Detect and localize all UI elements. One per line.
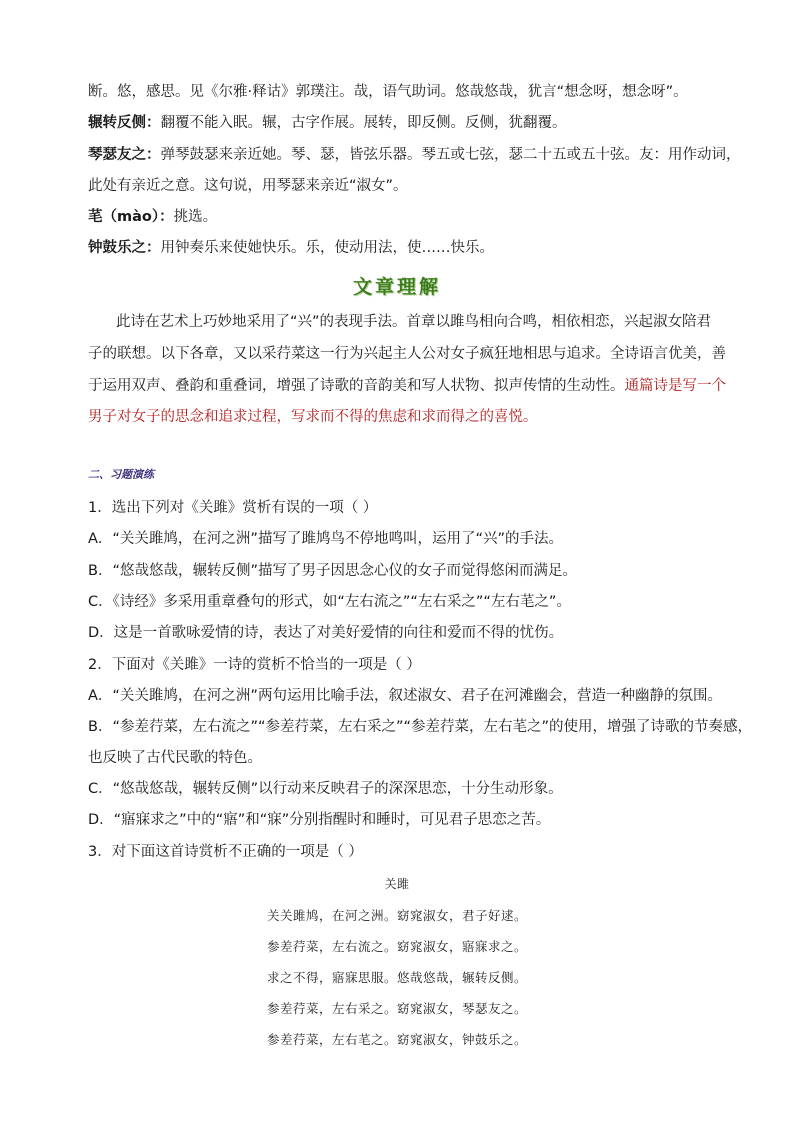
exercise-heading: 二、习题演练 [88,468,154,481]
option-a: A．“关关雎鸠，在河之洲”两句运用比喻手法，叙述淑女、君子在河滩幽会，营造一种幽静的氛围。 [88,688,722,704]
poem-line: 参差荇菜，左右芼之。窈窕淑女，钟鼓乐之。 [266,1032,527,1047]
option-a: A．“关关雎鸠，在河之洲”描写了雎鸠鸟不停地鸣叫，运用了“兴”的手法。 [88,531,563,547]
option-c: C．“悠哉悠哉，辗转反侧”以行动来反映君子的深深思恋，十分生动形象。 [88,781,563,797]
note-line: 断。悠，感思。见《尔雅·释诂》郭璞注。哉，语气助词。悠哉悠哉，犹言“想念呀，想念呀”。 [88,84,688,100]
poem-line: 参差荇菜，左右采之。窈窕淑女，琴瑟友之。 [266,1001,527,1016]
highlight-text: 通篇诗是写一个 [624,378,726,394]
paragraph-line [88,376,726,396]
note-text: 翻覆不能入眠。辗，古字作展。展转，即反侧。反侧，犹翻覆。 [160,115,567,131]
option-c: C．《诗经》多采用重章叠句的形式，如“左右流之”“左右采之”“左右芼之”。 [88,594,571,610]
note-term: 芼（mào）： [88,209,174,225]
paragraph-line: 子的联想。以下各章，又以采荇菜这一行为兴起主人公对女子疯狂地相思与追求。全诗语言优美，善 [88,346,726,362]
note-zhonggu [88,238,494,258]
paragraph-text: 于运用双声、叠韵和重叠词，增强了诗歌的音韵美和写人状物、拟声传情的生动性。 [88,378,625,394]
poem-line: 参差荇菜，左右流之。窈窕淑女，寤寐求之。 [266,939,527,954]
poem-title: 关雎 [384,877,410,891]
note-mao [88,207,217,227]
note-term: 钟鼓乐之： [88,240,161,256]
note-zhuanzhuan [88,113,567,133]
poem-line: 求之不得，寤寐思服。悠哉悠哉，辗转反侧。 [266,970,527,985]
note-text: 挑选。 [173,209,218,225]
option-b-cont: 也反映了古代民歌的特色。 [88,750,262,766]
paragraph-line: 此诗在艺术上巧妙地采用了“兴”的表现手法。首章以雎鸟相向合鸣，相依相恋，兴起淑女陪君 [116,314,712,330]
highlight-line: 男子对女子的思念和追求过程，写求而不得的焦虑和求而得之的喜悦。 [88,409,538,425]
note-text: 弹琴鼓瑟来亲近她。琴、瑟，皆弦乐器。琴五或七弦，瑟二十五或五十弦。友：用作动词， [160,147,741,163]
note-qinse [88,145,741,165]
poem-line: 关关雎鸠，在河之洲。窈窕淑女，君子好逑。 [266,908,527,923]
question-3: 3．对下面这首诗赏析不正确的一项是（ ） [88,844,363,860]
option-b: B．“参差荇菜，左右流之”“参差荇菜，左右采之”“参差荇菜，左右芼之”的使用，增强了诗歌的节奏感， [88,719,753,735]
option-b: B．“悠哉悠哉，辗转反侧”描写了男子因思念心仪的女子而觉得悠闲而满足。 [88,563,577,579]
question-2: 2．下面对《关雎》一诗的赏析不恰当的一项是（ ） [88,657,421,673]
note-line: 此处有亲近之意。这句说，用琴瑟来亲近“淑女”。 [88,178,408,194]
question-1: 1．选出下列对《关雎》赏析有误的一项（ ） [88,500,378,516]
option-d: D．“寤寐求之”中的“寤”和“寐”分别指醒时和睡时，可见君子思恋之苦。 [88,812,551,828]
option-d: D．这是一首歌咏爱情的诗，表达了对美好爱情的向往和爱而不得的忧伤。 [88,625,564,641]
note-text: 用钟奏乐来使她快乐。乐，使动用法，使……快乐。 [160,240,494,256]
note-term: 辗转反侧： [88,115,161,131]
note-term: 琴瑟友之： [88,147,161,163]
section-title: 文章理解 [352,276,441,298]
